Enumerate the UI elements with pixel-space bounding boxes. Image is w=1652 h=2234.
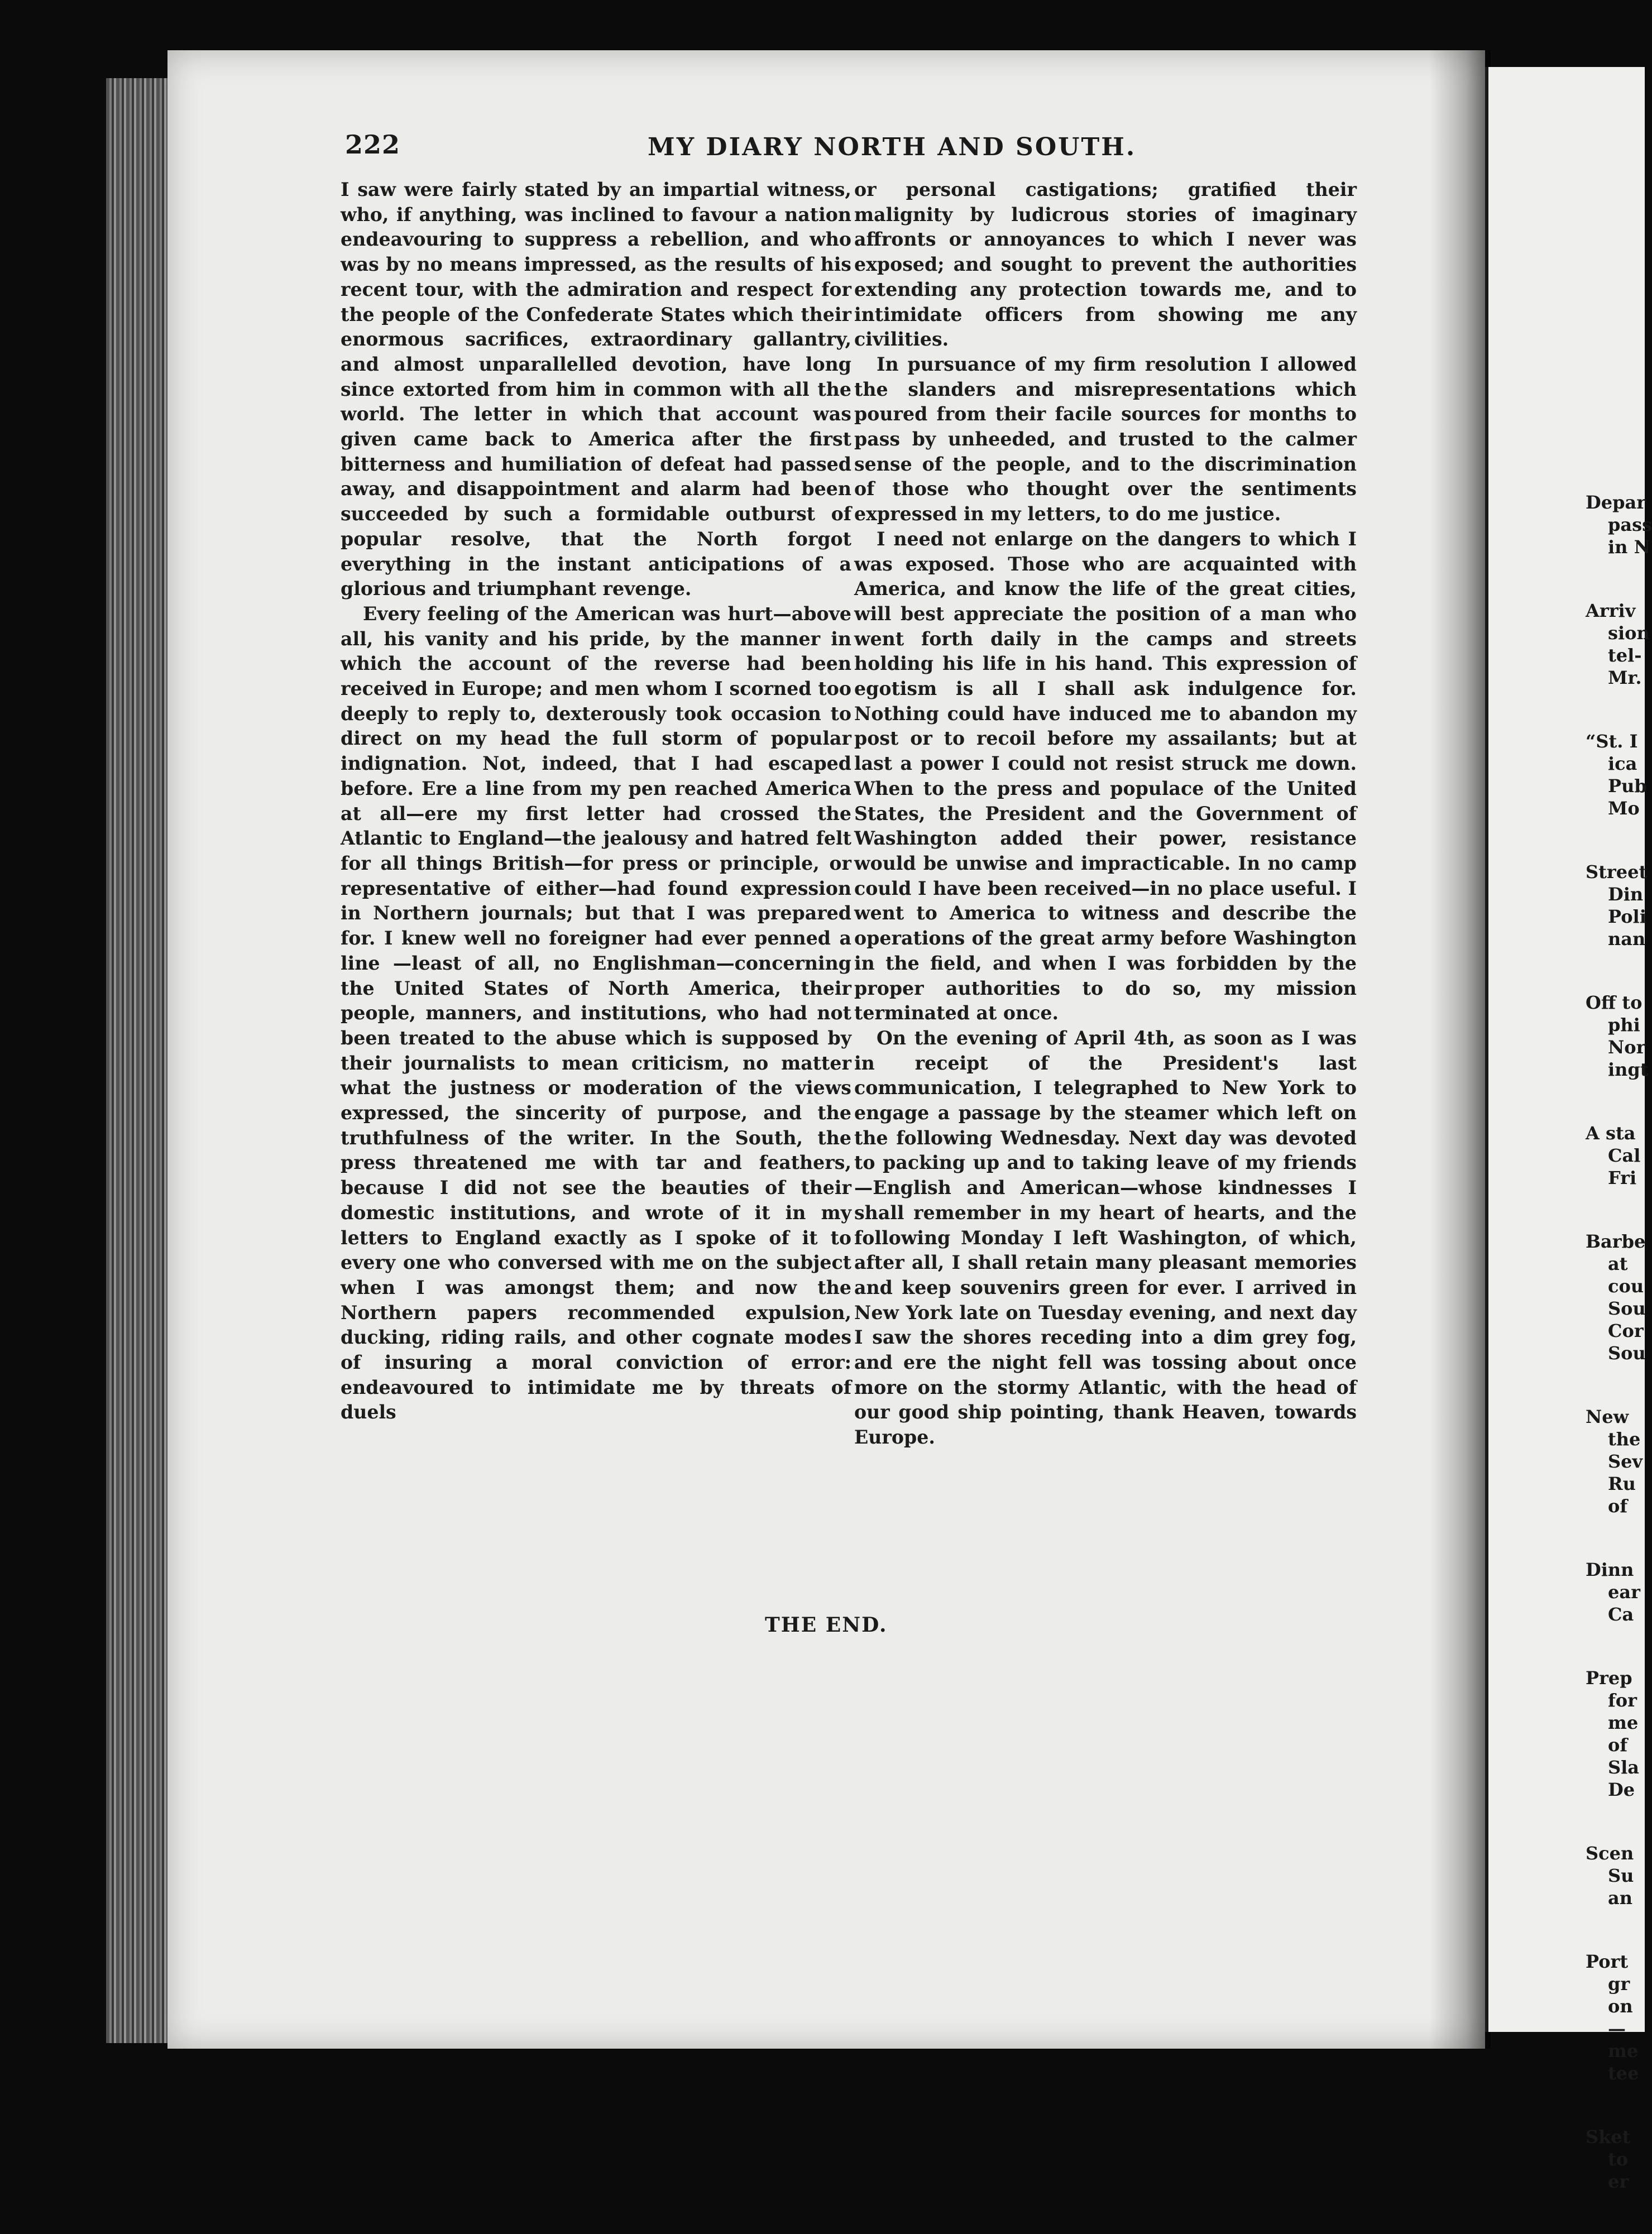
opposite-page-fragment: Dinn bbox=[1586, 1559, 1634, 1580]
paragraph: I saw were fairly stated by an impartial witness, who, if anything, was inclined to favour a nation endeavouring to suppress a rebellion, and who was by no means impressed, as the results of his recent tour, with the admiration and respect for the people of the Confederate States which their enormous sacrifices, extraordinary gallantry, and almost unparallelled devotion, have long since extorted from him in common with all the world. The letter in which that account was given came back to America after the first bitterness and humiliation of defeat had passed away, and disappointment and alarm had been succeeded by such a formidable outburst of popular resolve, that the North forgot everything in the instant anticipations of a glorious and triumphant revenge. bbox=[341, 179, 851, 600]
opposite-page-entry bbox=[1586, 1406, 1641, 1517]
opposite-page-fragment: Port bbox=[1586, 1951, 1629, 1972]
opposite-page-fragment: A sta bbox=[1586, 1123, 1636, 1144]
opposite-page-fragment: Sket bbox=[1586, 2126, 1631, 2147]
opposite-page-fragment: the bbox=[1608, 1428, 1641, 1450]
opposite-page-fragment: ear bbox=[1608, 1581, 1640, 1603]
opposite-page-entry bbox=[1586, 491, 1652, 558]
opposite-page-fragment: — bbox=[1608, 2018, 1626, 2039]
opposite-page-entry bbox=[1586, 1842, 1641, 1909]
opposite-page-fragment: Mr. bbox=[1608, 667, 1642, 688]
opposite-page-fragment: at bbox=[1608, 1253, 1628, 1274]
opposite-page-fragment: me bbox=[1608, 2040, 1639, 2062]
opposite-page-fragment: Sev bbox=[1608, 1451, 1643, 1472]
text-column-left bbox=[341, 178, 851, 1425]
opposite-page-fragment: New bbox=[1586, 1406, 1629, 1427]
opposite-page-fragment: sion bbox=[1608, 622, 1650, 644]
opposite-page-fragments bbox=[1586, 491, 1652, 2234]
opposite-page-entry bbox=[1586, 991, 1649, 1081]
opposite-page-fragment: De bbox=[1608, 1779, 1635, 1800]
opposite-page-entry bbox=[1586, 1667, 1641, 1801]
opposite-page-fragment: on bbox=[1608, 1996, 1633, 2017]
opposite-page-fragment: Street bbox=[1586, 861, 1648, 883]
opposite-page-fragment: Cor bbox=[1608, 1320, 1644, 1341]
opposite-page-fragment: pass bbox=[1608, 514, 1652, 535]
opposite-page-fragment: Nor bbox=[1608, 1037, 1646, 1058]
paragraph: On the evening of April 4th, as soon as I was in receipt of the President's last communication, I telegraphed to New York to engage a passage by the steamer which left on the following Wednesday. Next day was devoted to packing up and to taking leave of my friends—English and American—whose kindnesses I shall remember in my heart of hearts, and the following Monday I left Washington, of which, after all, I shall retain many pleasant memories and keep souvenirs green for ever. I arrived in New York late on Tuesday evening, and next day I saw the shores receding into a dim grey fog, and ere the night fell was tossing about once more on the stormy Atlantic, with the head of our good ship pointing, thank Heaven, towards Europe. bbox=[854, 1027, 1357, 1449]
opposite-page-fragment: Sla bbox=[1608, 1757, 1639, 1778]
opposite-page-fragment: Poli bbox=[1608, 906, 1646, 927]
page-gutter bbox=[1429, 50, 1491, 2049]
opposite-page-fragment: Ca bbox=[1608, 1604, 1634, 1625]
opposite-page-fragment: er bbox=[1608, 2171, 1629, 2192]
opposite-page-entry bbox=[1586, 730, 1647, 819]
opposite-page-fragment: of bbox=[1608, 1495, 1628, 1517]
opposite-page-entry bbox=[1586, 861, 1648, 950]
opposite-page-fragment: ica bbox=[1608, 753, 1637, 774]
opposite-page-fragment: Off to bbox=[1586, 992, 1643, 1013]
opposite-page-fragment: phi bbox=[1608, 1014, 1640, 1035]
opposite-page-entry bbox=[1586, 1230, 1646, 1364]
paragraph: I need not enlarge on the dangers to which I was exposed. Those who are acquainted with America, and know the life of the great cities, will best appreciate the position of a man who went forth daily in the camps and streets holding his life in his hand. This expression of egotism is all I shall ask indulgence for. Nothing could have induced me to abandon my post or to recoil before my assailants; but at last a power I could not resist struck me down. When to the press and populace of the United States, the President and the Government of Washington added their power, resistance would be unwise and impracticable. In no camp could I have been received—in no place useful. I went to America to witness and describe the operations of the great army before Washington in the field, and when I was forbidden by the proper authorities to do so, my mission terminated at once. bbox=[854, 528, 1357, 1024]
opposite-page-entry bbox=[1586, 1559, 1641, 1626]
opposite-page-fragment: Barbe bbox=[1586, 1231, 1646, 1252]
opposite-page-fragment: “St. I bbox=[1586, 731, 1638, 752]
the-end-label: THE END. bbox=[765, 1613, 888, 1637]
opposite-page-fragment: Fri bbox=[1608, 1167, 1637, 1188]
text-column-right bbox=[854, 178, 1357, 1450]
opposite-page-fragment: tee bbox=[1608, 2063, 1639, 2084]
opposite-page-fragment: to bbox=[1608, 2149, 1629, 2170]
opposite-page-fragment: Prep bbox=[1586, 1667, 1632, 1689]
opposite-page-fragment: cou bbox=[1608, 1276, 1644, 1297]
opposite-page-entry bbox=[1586, 1950, 1641, 2084]
opposite-page-fragment: gr bbox=[1608, 1973, 1630, 1995]
opposite-page-fragment: tel- bbox=[1608, 645, 1642, 666]
opposite-page-fragment: Sou bbox=[1608, 1343, 1646, 1364]
opposite-page-fragment: ingt bbox=[1608, 1059, 1649, 1080]
opposite-page-fragment: nan bbox=[1608, 928, 1646, 950]
opposite-page-fragment: Din bbox=[1608, 884, 1644, 905]
opposite-page-entry bbox=[1586, 600, 1650, 689]
opposite-page-fragment: Cal bbox=[1608, 1145, 1641, 1166]
paragraph: or personal castigations; gratified their malignity by ludicrous stories of imaginary affronts or annoyances to which I never was exposed; and sought to prevent the authorities extending any protection towards me, and to intimidate officers from showing me any civilities. bbox=[854, 179, 1357, 351]
opposite-page-fragment: Sou bbox=[1608, 1298, 1646, 1319]
opposite-page-fragment: Su bbox=[1608, 1865, 1634, 1886]
opposite-page-fragment: Pub bbox=[1608, 775, 1647, 797]
paragraph: Every feeling of the American was hurt—above all, his vanity and his pride, by the manner in which the account of the reverse had been received in Europe; and men whom I scorned too deeply to reply to, dexterously took occasion to direct on my head the full storm of popular indignation. Not, indeed, that I had escaped before. Ere a line from my pen reached America at all—ere my first letter had crossed the Atlantic to England—the jealousy and hatred felt for all things British—for press or principle, or representative of either—had found expression in Northern journals; but that I was prepared for. I knew well no foreigner had ever penned a line —least of all, no Englishman—concerning the United States of North America, their people, manners, and institutions, who had not been treated to the abuse which is supposed by their journalists to mean criticism, no matter what the justness or moderation of the views expressed, the sincerity of purpose, and the truthfulness of the writer. In the South, the press threatened me with tar and feathers, because I did not see the beauties of their domestic institutions, and wrote of it in my letters to England exactly as I spoke of it to every one who conversed with me on the subject when I was amongst them; and now the Northern papers recommended expulsion, ducking, riding rails, and other cognate modes of insuring a moral conviction of error: endeavoured to intimidate me by threats of duels bbox=[341, 602, 851, 1423]
opposite-page-fragment: Depar bbox=[1586, 492, 1646, 513]
opposite-page-fragment: Ru bbox=[1608, 1473, 1636, 1494]
opposite-page-fragment: Mo bbox=[1608, 798, 1640, 819]
opposite-page-fragment: for bbox=[1608, 1690, 1637, 1711]
page-number: 222 bbox=[345, 130, 401, 160]
opposite-page-fragment: of bbox=[1608, 1734, 1628, 1756]
opposite-page-fragment: in N bbox=[1608, 536, 1650, 558]
paragraph: In pursuance of my firm resolution I allowed the slanders and misrepresentations which poured from their facile sources for months to pass by unheeded, and trusted to the calmer sense of the people, and to the discrimination of those who thought over the sentiments expressed in my letters, to do me justice. bbox=[854, 353, 1357, 525]
opposite-page-fragment: an bbox=[1608, 1887, 1632, 1909]
opposite-page-fragment: me bbox=[1608, 1712, 1639, 1733]
running-head: MY DIARY NORTH AND SOUTH. bbox=[648, 133, 1137, 161]
opposite-page-entry bbox=[1586, 1122, 1641, 1189]
opposite-page-fragment: Scen bbox=[1586, 1843, 1634, 1864]
opposite-page-fragment: Arriv bbox=[1586, 600, 1636, 621]
opposite-page-entry bbox=[1586, 2126, 1641, 2193]
